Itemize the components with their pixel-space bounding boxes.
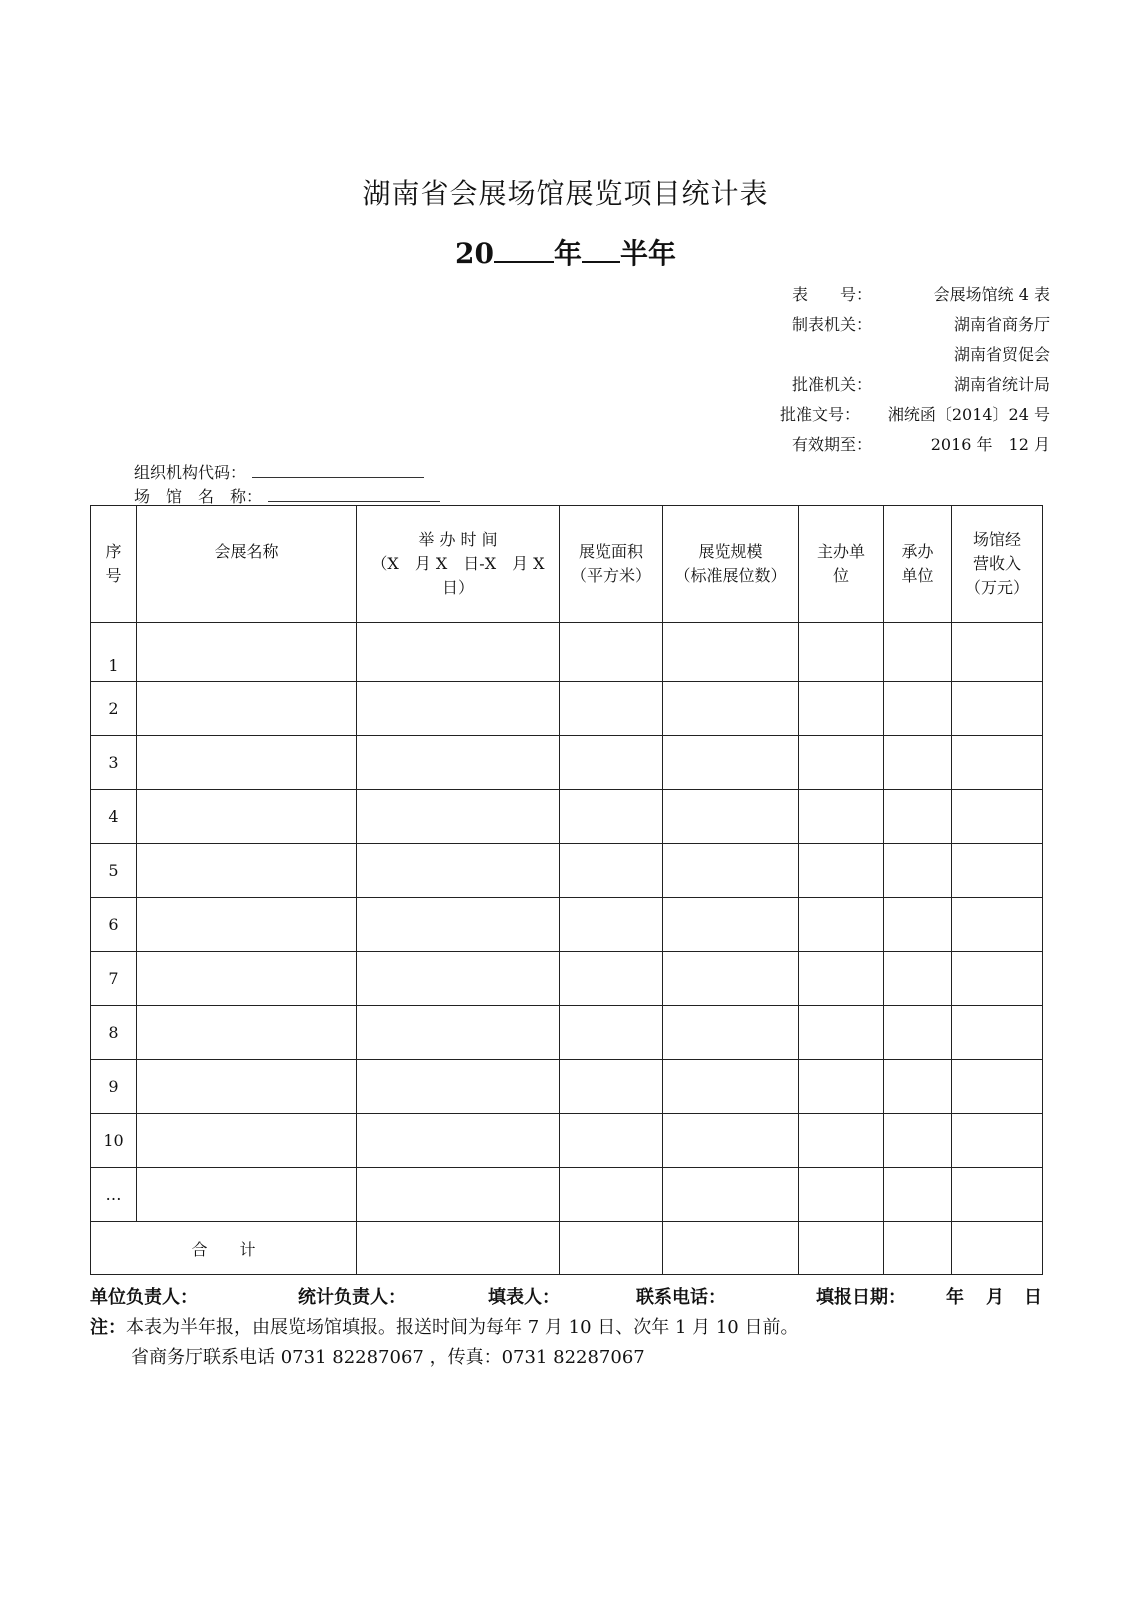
cell-input[interactable] bbox=[663, 898, 799, 952]
cell-input[interactable] bbox=[357, 1006, 560, 1060]
cell-input[interactable] bbox=[663, 1006, 799, 1060]
row-index: 4 bbox=[91, 790, 137, 844]
cell-input[interactable] bbox=[799, 623, 884, 682]
unit-head-label: 单位负责人： bbox=[90, 1287, 198, 1308]
cell-input[interactable] bbox=[560, 1168, 663, 1222]
cell-input[interactable] bbox=[663, 682, 799, 736]
cell-input[interactable] bbox=[357, 790, 560, 844]
meta-label: 有效期至： bbox=[792, 435, 873, 454]
meta-row bbox=[760, 280, 1050, 310]
cell-input[interactable] bbox=[560, 790, 663, 844]
cell-input[interactable] bbox=[799, 1222, 884, 1275]
filler-label: 填表人： bbox=[488, 1287, 560, 1308]
cell-input[interactable] bbox=[884, 1060, 952, 1114]
cell-input[interactable] bbox=[952, 898, 1043, 952]
note-text: 本表为半年报，由展览场馆填报。报送时间为每年 7 月 10 日、次年 1 月 10 日前。 bbox=[126, 1317, 799, 1338]
page-title: 湖南省会展场馆展览项目统计表 bbox=[362, 177, 769, 210]
cell-input[interactable] bbox=[137, 623, 357, 682]
cell-input[interactable] bbox=[663, 790, 799, 844]
note-line-1 bbox=[90, 1313, 798, 1339]
meta-label: 批准文号： bbox=[780, 405, 861, 424]
period-year-suffix: 年 bbox=[553, 237, 582, 270]
cell-input[interactable] bbox=[952, 844, 1043, 898]
cell-input[interactable] bbox=[884, 952, 952, 1006]
header-revenue: 场馆经 营收入 （万元） bbox=[952, 506, 1043, 623]
cell-input[interactable] bbox=[952, 1168, 1043, 1222]
cell-input[interactable] bbox=[952, 736, 1043, 790]
cell-input[interactable] bbox=[357, 1168, 560, 1222]
stat-head-label: 统计负责人： bbox=[298, 1287, 406, 1308]
cell-input[interactable] bbox=[560, 844, 663, 898]
row-index: … bbox=[91, 1168, 137, 1222]
report-period bbox=[0, 232, 1131, 272]
date-year: 年 bbox=[946, 1287, 964, 1308]
cell-input[interactable] bbox=[663, 1168, 799, 1222]
cell-input[interactable] bbox=[560, 1006, 663, 1060]
meta-row bbox=[760, 370, 1050, 400]
cell-input[interactable] bbox=[357, 623, 560, 682]
row-index: 6 bbox=[91, 898, 137, 952]
cell-input[interactable] bbox=[137, 1060, 357, 1114]
cell-input[interactable] bbox=[137, 898, 357, 952]
cell-input[interactable] bbox=[884, 682, 952, 736]
cell-input[interactable] bbox=[560, 1222, 663, 1275]
year-blank[interactable] bbox=[494, 235, 554, 263]
cell-input[interactable] bbox=[884, 844, 952, 898]
table-row bbox=[91, 844, 1043, 898]
cell-input[interactable] bbox=[799, 790, 884, 844]
table-row bbox=[91, 682, 1043, 736]
cell-input[interactable] bbox=[799, 1006, 884, 1060]
cell-input[interactable] bbox=[952, 1006, 1043, 1060]
cell-input[interactable] bbox=[799, 952, 884, 1006]
cell-input[interactable] bbox=[357, 952, 560, 1006]
cell-input[interactable] bbox=[137, 1168, 357, 1222]
cell-input[interactable] bbox=[884, 790, 952, 844]
cell-input[interactable] bbox=[799, 682, 884, 736]
meta-label: 批准机关： bbox=[792, 375, 873, 394]
meta-label: 表 号： bbox=[792, 285, 873, 304]
note-prefix: 注： bbox=[90, 1317, 126, 1338]
cell-input[interactable] bbox=[799, 844, 884, 898]
cell-input[interactable] bbox=[952, 790, 1043, 844]
header-area: 展览面积 （平方米） bbox=[560, 506, 663, 623]
cell-input[interactable] bbox=[663, 1222, 799, 1275]
cell-input[interactable] bbox=[884, 1114, 952, 1168]
period-prefix: 20 bbox=[455, 237, 494, 270]
cell-input[interactable] bbox=[952, 1222, 1043, 1275]
table-row bbox=[91, 1168, 1043, 1222]
cell-input[interactable] bbox=[357, 898, 560, 952]
cell-input[interactable] bbox=[560, 952, 663, 1006]
cell-input[interactable] bbox=[560, 898, 663, 952]
date-label: 填报日期： bbox=[816, 1287, 906, 1308]
row-index: 7 bbox=[91, 952, 137, 1006]
table-row bbox=[91, 1060, 1043, 1114]
note-line-2: 省商务厅联系电话 0731 82287067 ，传真：0731 82287067 bbox=[131, 1347, 645, 1368]
cell-input[interactable] bbox=[137, 1114, 357, 1168]
cell-input[interactable] bbox=[137, 952, 357, 1006]
table-row bbox=[91, 623, 1043, 682]
cell-input[interactable] bbox=[560, 736, 663, 790]
cell-input[interactable] bbox=[663, 1114, 799, 1168]
header-exhibition-name: 会展名称 bbox=[137, 506, 357, 623]
row-index: 5 bbox=[91, 844, 137, 898]
cell-input[interactable] bbox=[663, 736, 799, 790]
cell-input[interactable] bbox=[357, 1114, 560, 1168]
cell-input[interactable] bbox=[560, 1114, 663, 1168]
meta-label: 制表机关： bbox=[792, 315, 873, 334]
row-index: 9 bbox=[91, 1060, 137, 1114]
cell-input[interactable] bbox=[357, 1222, 560, 1275]
venue-name-input[interactable] bbox=[268, 485, 440, 502]
cell-input[interactable] bbox=[952, 1060, 1043, 1114]
meta-row bbox=[760, 400, 1050, 430]
cell-input[interactable] bbox=[884, 898, 952, 952]
table-row bbox=[91, 898, 1043, 952]
org-code-label: 组织机构代码： bbox=[134, 463, 247, 482]
total-label: 合 计 bbox=[91, 1222, 357, 1275]
table-row bbox=[91, 790, 1043, 844]
meta-row bbox=[760, 340, 1050, 370]
row-index: 2 bbox=[91, 682, 137, 736]
cell-input[interactable] bbox=[799, 1168, 884, 1222]
phone-label: 联系电话： bbox=[636, 1287, 726, 1308]
header-index: 序 号 bbox=[91, 506, 137, 623]
cell-input[interactable] bbox=[663, 1060, 799, 1114]
date-day: 日 bbox=[1024, 1287, 1042, 1308]
cell-input[interactable] bbox=[560, 682, 663, 736]
cell-input[interactable] bbox=[357, 1060, 560, 1114]
cell-input[interactable] bbox=[799, 1114, 884, 1168]
cell-input[interactable] bbox=[952, 623, 1043, 682]
cell-input[interactable] bbox=[137, 736, 357, 790]
cell-input[interactable] bbox=[663, 952, 799, 1006]
table-row bbox=[91, 952, 1043, 1006]
cell-input[interactable] bbox=[799, 736, 884, 790]
cell-input[interactable] bbox=[560, 623, 663, 682]
statistics-table bbox=[90, 505, 1043, 1275]
half-blank[interactable] bbox=[582, 235, 620, 263]
table-row bbox=[91, 1114, 1043, 1168]
row-index: 8 bbox=[91, 1006, 137, 1060]
table-header-row bbox=[91, 506, 1043, 623]
cell-input[interactable] bbox=[137, 682, 357, 736]
cell-input[interactable] bbox=[884, 736, 952, 790]
total-row bbox=[91, 1222, 1043, 1275]
cell-input[interactable] bbox=[799, 898, 884, 952]
header-contractor: 承办 单位 bbox=[884, 506, 952, 623]
meta-row bbox=[760, 430, 1050, 460]
venue-name-field bbox=[134, 484, 440, 507]
table-row bbox=[91, 736, 1043, 790]
date-month: 月 bbox=[986, 1287, 1004, 1308]
cell-input[interactable] bbox=[137, 1006, 357, 1060]
cell-input[interactable] bbox=[357, 736, 560, 790]
period-half-suffix: 半年 bbox=[619, 237, 676, 270]
cell-input[interactable] bbox=[137, 844, 357, 898]
meta-value: 会展场馆统 4 表 bbox=[933, 285, 1050, 304]
org-code-field bbox=[134, 460, 424, 483]
meta-row bbox=[760, 310, 1050, 340]
venue-name-label: 场 馆 名 称： bbox=[134, 487, 263, 506]
cell-input[interactable] bbox=[884, 1006, 952, 1060]
cell-input[interactable] bbox=[799, 1060, 884, 1114]
cell-input[interactable] bbox=[952, 952, 1043, 1006]
cell-input[interactable] bbox=[952, 1114, 1043, 1168]
cell-input[interactable] bbox=[357, 844, 560, 898]
cell-input[interactable] bbox=[357, 682, 560, 736]
cell-input[interactable] bbox=[560, 1060, 663, 1114]
cell-input[interactable] bbox=[884, 1222, 952, 1275]
form-metadata bbox=[760, 280, 1050, 460]
row-index: 10 bbox=[91, 1114, 137, 1168]
cell-input[interactable] bbox=[663, 623, 799, 682]
org-code-input[interactable] bbox=[252, 461, 424, 478]
header-scale: 展览规模 （标准展位数） bbox=[663, 506, 799, 623]
meta-value: 2016 年 12 月 bbox=[930, 435, 1050, 454]
meta-value: 湖南省统计局 bbox=[953, 375, 1050, 394]
table-row bbox=[91, 1006, 1043, 1060]
row-index: 1 bbox=[91, 623, 137, 682]
meta-value: 湘统函〔2014〕24 号 bbox=[887, 405, 1050, 424]
cell-input[interactable] bbox=[663, 844, 799, 898]
cell-input[interactable] bbox=[884, 623, 952, 682]
cell-input[interactable] bbox=[884, 1168, 952, 1222]
header-hold-time: 举 办 时 间 （X 月 X 日-X 月 X 日） bbox=[357, 506, 560, 623]
cell-input[interactable] bbox=[952, 682, 1043, 736]
header-organizer: 主办单 位 bbox=[799, 506, 884, 623]
meta-value: 湖南省商务厅 bbox=[953, 315, 1050, 334]
meta-value: 湖南省贸促会 bbox=[953, 345, 1050, 364]
row-index: 3 bbox=[91, 736, 137, 790]
cell-input[interactable] bbox=[137, 790, 357, 844]
